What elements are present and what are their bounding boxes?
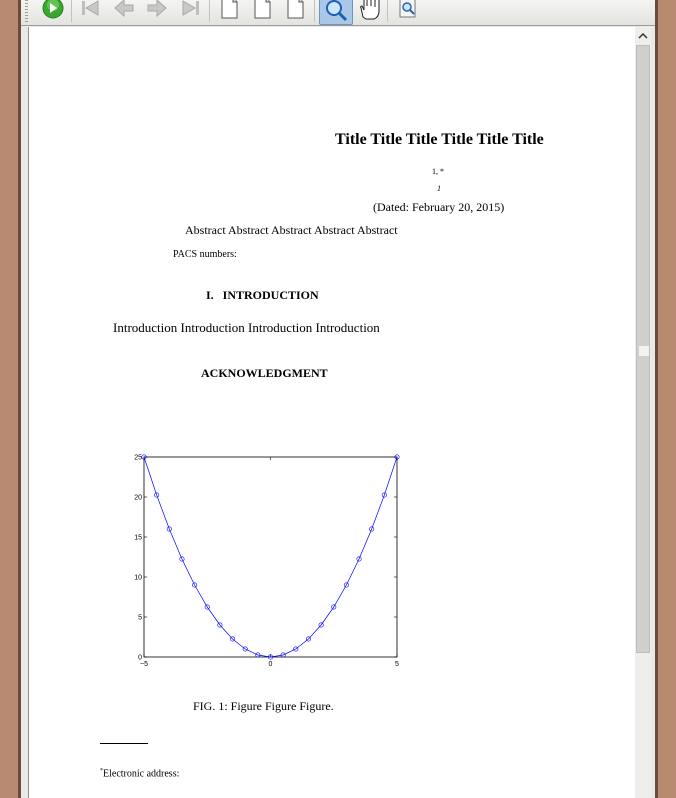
play-icon[interactable]: [40, 0, 66, 21]
page-view-icon[interactable]: [216, 0, 242, 21]
scrollbar-thumb[interactable]: [636, 45, 650, 653]
document-page: [28, 27, 636, 798]
y-tick-label: 5: [138, 614, 142, 622]
figure-plot: [129, 447, 409, 682]
affiliation-line: 1: [437, 184, 441, 193]
viewer-window: [21, 0, 655, 798]
footnote-marker: *: [100, 768, 103, 774]
x-tick-label: 5: [395, 661, 399, 668]
window-border-right: [655, 0, 658, 798]
y-tick-label: 15: [134, 534, 142, 542]
x-tick-label: −5: [140, 661, 148, 668]
page-view-3-icon[interactable]: [282, 0, 308, 21]
affiliation-marker: 1, *: [432, 167, 444, 176]
abstract-text: Abstract Abstract Abstract Abstract Abstract: [185, 223, 398, 237]
toolbar-grip[interactable]: [25, 0, 28, 22]
magnify-icon[interactable]: [319, 0, 353, 25]
page-view-2-icon[interactable]: [249, 0, 275, 21]
hand-tool-icon[interactable]: [354, 0, 384, 21]
footnote-rule: [100, 743, 148, 744]
toolbar-separator: [314, 0, 315, 22]
footnote: [100, 768, 179, 779]
toolbar-separator: [387, 0, 388, 22]
acknowledgment-heading: ACKNOWLEDGMENT: [201, 366, 328, 380]
intro-paragraph: Introduction Introduction Introduction Introduction: [113, 320, 380, 335]
toolbar-separator: [209, 0, 210, 22]
y-tick-label: 10: [134, 574, 142, 582]
first-page-icon[interactable]: [78, 0, 104, 21]
scroll-up-icon[interactable]: [635, 27, 651, 45]
y-tick-label: 25: [134, 454, 142, 462]
toolbar: [21, 0, 655, 26]
footnote-text: Electronic address:: [103, 768, 180, 780]
scrollbar-grip: [639, 346, 649, 356]
date-line: (Dated: February 20, 2015): [373, 200, 505, 214]
y-tick-label: 20: [134, 494, 142, 502]
next-page-icon[interactable]: [144, 0, 170, 21]
last-page-icon[interactable]: [177, 0, 203, 21]
search-icon[interactable]: [395, 0, 421, 21]
toolbar-separator: [71, 0, 72, 22]
vertical-scrollbar[interactable]: [635, 27, 651, 798]
figure-caption: FIG. 1: Figure Figure Figure.: [193, 699, 334, 713]
section-heading: I. INTRODUCTION: [206, 288, 319, 302]
y-tick-label: 0: [138, 654, 142, 662]
x-tick-label: 0: [268, 661, 273, 668]
previous-page-icon[interactable]: [111, 0, 137, 21]
pacs-numbers: PACS numbers:: [173, 249, 237, 260]
paper-title: Title Title Title Title Title Title: [335, 131, 544, 148]
